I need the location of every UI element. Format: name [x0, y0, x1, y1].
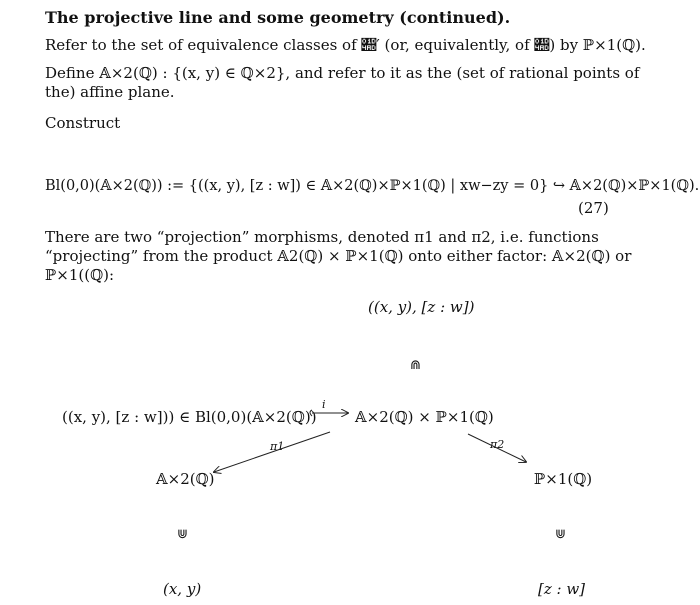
paragraph-affine-plane: Define 𝔸×2(ℚ) : {(x, y) ∈ ℚ×2}, and refer to it as the (set of rational points of the) affine plane. [45, 64, 640, 101]
element-xy: (x, y) [163, 580, 202, 598]
pi2-arrow [468, 434, 526, 462]
diagram-top-element: ((x, y), [z : w]) [368, 298, 475, 316]
paragraph-construct: Construct [45, 114, 121, 132]
paragraph-equivalence-classes: Refer to the set of equivalence classes of 𝒭′ (or, equivalently, of 𝒭) by ℙ×1(ℚ). [45, 36, 646, 54]
inclusion-arrow [310, 410, 348, 416]
ni-symbol-left: ⋓ [177, 527, 188, 542]
section-title: The projective line and some geometry (continued). [45, 8, 511, 27]
diagram-product: 𝔸×2(ℚ) × ℙ×1(ℚ) [355, 408, 494, 426]
pi1-label: π1 [270, 440, 285, 453]
target-affine-plane: 𝔸×2(ℚ) [156, 470, 215, 488]
inclusion-label: i [322, 398, 326, 411]
diagram-left-row: ((x, y), [z : w])) ∈ Bl(0,0)(𝔸×2(ℚ)) [62, 408, 317, 426]
equation-number: (27) [578, 199, 609, 217]
target-projective-line: ℙ×1(ℚ) [534, 470, 593, 488]
element-zw: [z : w] [538, 580, 586, 598]
pi1-arrow [214, 432, 330, 472]
blowup-equation: Bl(0,0)(𝔸×2(ℚ)) := {((x, y), [z : w]) ∈ 𝔸×2(ℚ)×ℙ×1(ℚ) | xw−zy = 0} ↪ 𝔸×2(ℚ)×ℙ×1(ℚ). [45, 178, 700, 194]
pi2-label: π2 [490, 438, 505, 451]
paragraph-projections: There are two “projection” morphisms, denoted π1 and π2, i.e. functions “projecting” from the product 𝔸2(ℚ) × ℙ×1(ℚ) onto either factor: 𝔸×2(ℚ) or ℙ×1((ℚ): [45, 228, 632, 284]
ni-symbol-right: ⋓ [555, 527, 566, 542]
contains-symbol: ⋒ [410, 358, 421, 373]
